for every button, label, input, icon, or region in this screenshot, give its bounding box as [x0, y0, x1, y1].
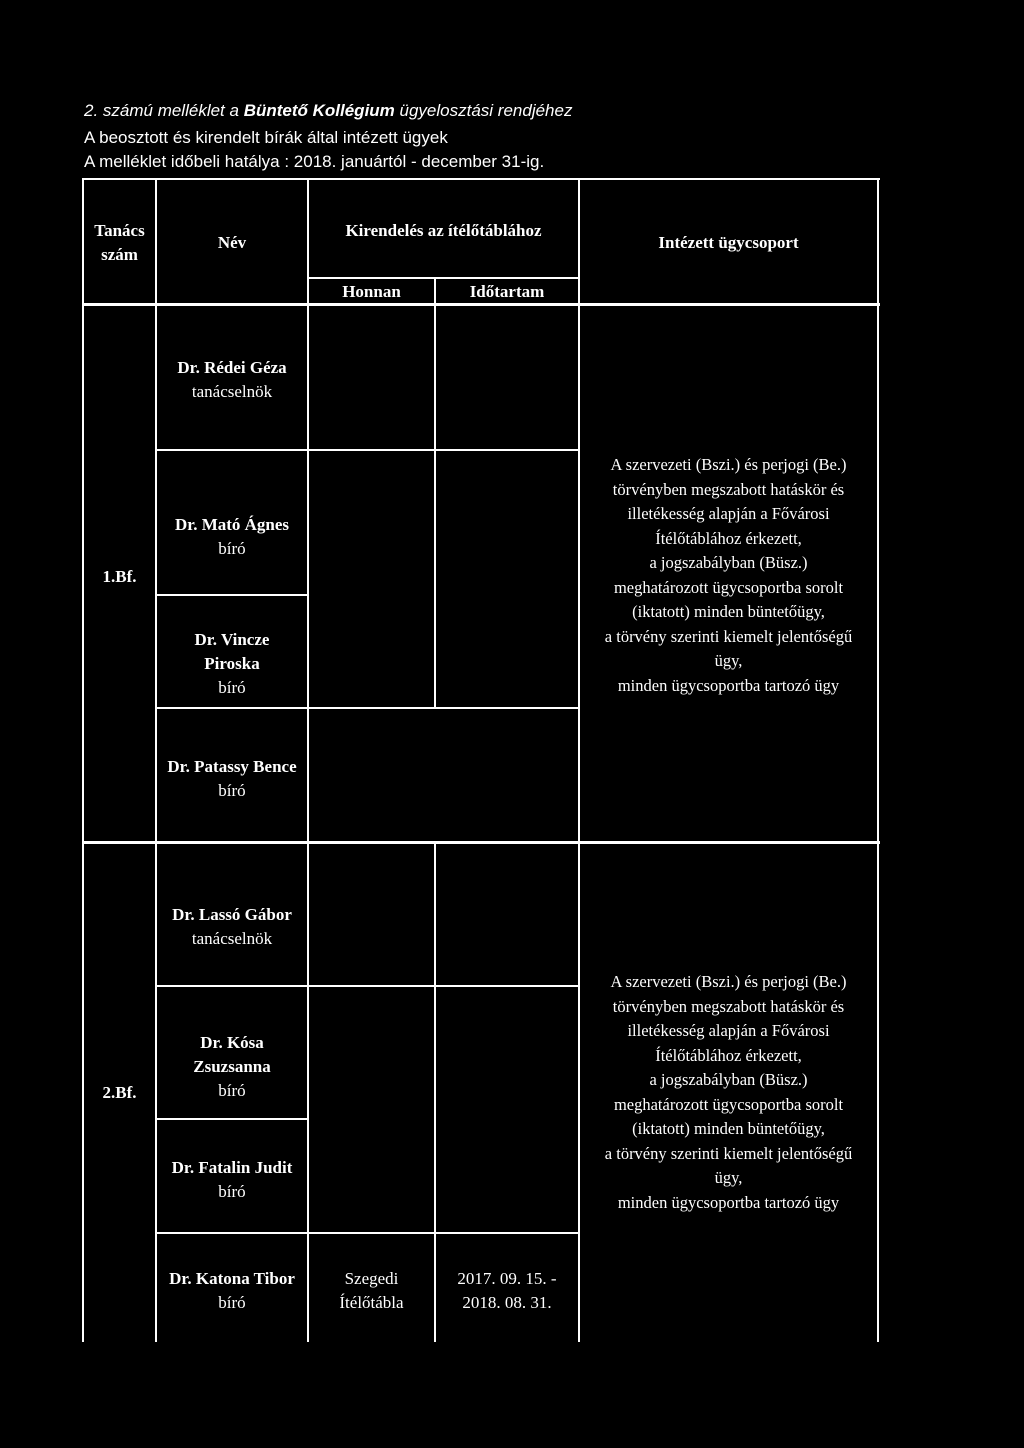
member-name: Dr. Lassó Gábor	[172, 905, 292, 924]
honnan-line2: Ítélőtábla	[339, 1293, 404, 1312]
ugycsoport-line: törvényben megszabott hatáskör és	[612, 479, 845, 499]
ugycsoport-line: a törvény szerinti kiemelt jelentőségű	[604, 1143, 853, 1163]
member-name: Dr. Mató Ágnes	[174, 515, 290, 534]
document-subtitle: A beosztott és kirendelt bírák által intézett ügyek	[84, 128, 448, 147]
member-role: tanácselnök	[191, 929, 273, 948]
ugycsoport-line: minden ügycsoportba tartozó ügy	[617, 1192, 840, 1212]
member-role: tanácselnök	[191, 382, 273, 401]
idotartam-line1: 2017. 09. 15. -	[457, 1269, 557, 1288]
member-mato	[157, 512, 307, 562]
member-role: bíró	[218, 539, 246, 558]
column-header-nev: Név	[217, 233, 247, 252]
ugycsoport-line: illetékesség alapján a Fővárosi	[627, 504, 830, 523]
member-role: bíró	[218, 1081, 246, 1100]
council-id-1: 1.Bf.	[102, 567, 137, 586]
member-name: Dr. Katona Tibor	[169, 1269, 295, 1288]
council-id-2: 2.Bf.	[102, 1083, 137, 1102]
member-name: Dr. Rédei Géza	[177, 358, 287, 377]
katona-idotartam	[436, 1266, 578, 1316]
member-name: Dr. Patassy Bence	[167, 757, 297, 776]
column-header-tanacs-line1: Tanács	[94, 221, 145, 240]
title-bold: Büntető Kollégium	[243, 101, 395, 120]
ugycsoport-line: Ítélőtáblához érkezett,	[655, 528, 802, 548]
katona-honnan	[309, 1266, 434, 1316]
column-header-tanacs	[84, 218, 155, 268]
title-suffix: ügyelosztási rendjéhez	[394, 101, 573, 120]
ugycsoport-line: a jogszabályban (Büsz.)	[649, 1070, 808, 1089]
ugycsoport-line: A szervezeti (Bszi.) és perjogi (Be.)	[610, 455, 847, 474]
member-patassy	[157, 754, 307, 804]
honnan-line1: Szegedi	[344, 1269, 399, 1288]
idotartam-line2: 2018. 08. 31.	[462, 1293, 552, 1312]
ugycsoport-line: meghatározott ügycsoportba sorolt	[613, 577, 844, 597]
ugycsoport-line: (iktatott) minden büntetőügy,	[632, 602, 825, 621]
member-role: bíró	[218, 1182, 246, 1201]
member-name-line2: Zsuzsanna	[193, 1057, 271, 1076]
member-name: Dr. Fatalin Judit	[171, 1158, 293, 1177]
ugycsoport-line: ügy,	[714, 651, 743, 670]
column-header-honnan: Honnan	[342, 282, 401, 301]
ugycsoport-text-2	[580, 970, 877, 1215]
document-title	[84, 100, 572, 122]
ugycsoport-line: (iktatott) minden büntetőügy,	[632, 1119, 825, 1138]
ugycsoport-text-1	[580, 453, 877, 698]
ugycsoport-line: meghatározott ügycsoportba sorolt	[613, 1094, 844, 1114]
member-role: bíró	[218, 1293, 246, 1312]
ugycsoport-line: A szervezeti (Bszi.) és perjogi (Be.)	[610, 972, 847, 991]
ugycsoport-line: minden ügycsoportba tartozó ügy	[617, 675, 840, 695]
ugycsoport-line: törvényben megszabott hatáskör és	[612, 996, 845, 1016]
member-lasso	[157, 902, 307, 952]
column-header-kirendeles: Kirendelés az ítélőtáblához	[345, 221, 542, 240]
member-fatalin	[157, 1155, 307, 1205]
member-vincze	[157, 627, 307, 701]
title-prefix: 2. számú melléklet a	[84, 101, 244, 120]
member-role: bíró	[218, 781, 246, 800]
column-header-tanacs-line2: szám	[101, 245, 138, 264]
member-role: bíró	[218, 678, 246, 697]
member-name-line2: Piroska	[204, 654, 260, 673]
document-validity: A melléklet időbeli hatálya : 2018. januártól - december 31-ig.	[84, 152, 545, 171]
member-name-line1: Dr. Vincze	[194, 630, 270, 649]
ugycsoport-line: illetékesség alapján a Fővárosi	[627, 1021, 830, 1040]
ugycsoport-line: Ítélőtáblához érkezett,	[655, 1045, 802, 1065]
column-header-idotartam: Időtartam	[469, 282, 545, 301]
member-redei	[157, 355, 307, 405]
member-kosa	[157, 1030, 307, 1104]
ugycsoport-line: a törvény szerinti kiemelt jelentőségű	[604, 626, 853, 646]
ugycsoport-line: ügy,	[714, 1168, 743, 1187]
member-katona	[157, 1266, 307, 1316]
ugycsoport-line: a jogszabályban (Büsz.)	[649, 553, 808, 572]
member-name-line1: Dr. Kósa	[200, 1033, 264, 1052]
column-header-ugycsoport: Intézett ügycsoport	[658, 233, 799, 252]
